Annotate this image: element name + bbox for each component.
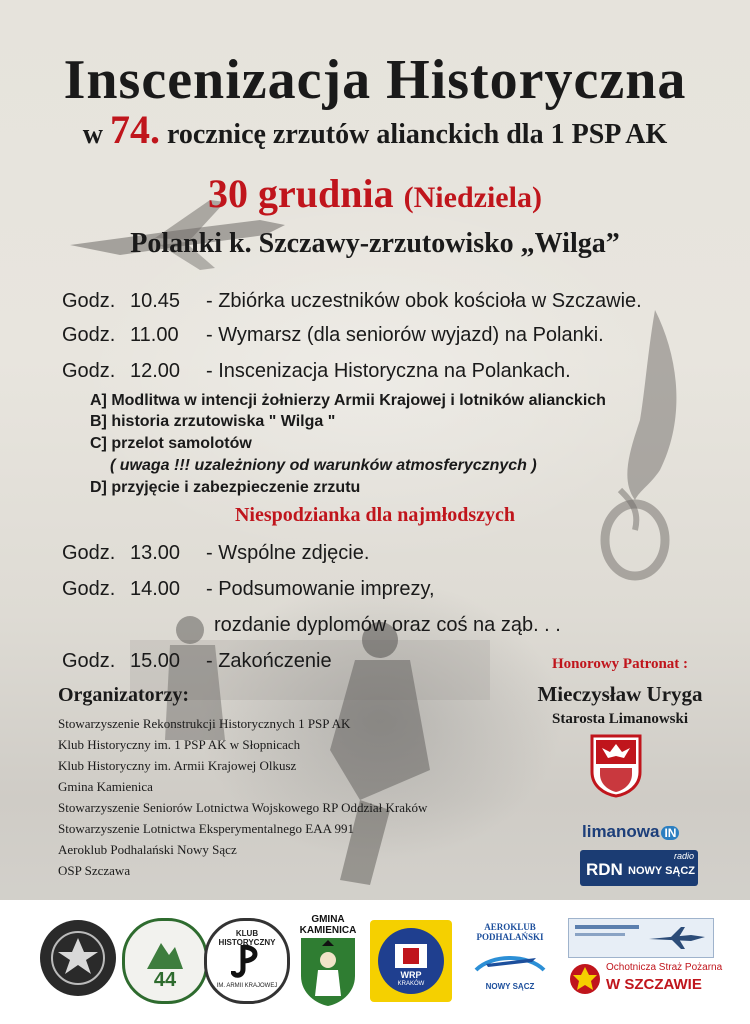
- schedule-row-2: Godz. 11.00 - Wymarsz (dla seniorów wyjazd) na Polanki.: [62, 324, 604, 346]
- organizer-item: Stowarzyszenie Seniorów Lotnictwa Wojskowego RP Oddział Kraków: [58, 800, 428, 815]
- organizer-item: Stowarzyszenie Rekonstrukcji Historycznych 1 PSP AK: [58, 716, 351, 731]
- subtitle-prefix: w: [82, 119, 103, 150]
- event-weekday: (Niedziela): [403, 181, 542, 214]
- program-item-c-note: ( uwaga !!! uzależniony od warunków atmosferycznych ): [110, 457, 537, 474]
- osp-location: W SZCZAWIE: [606, 976, 702, 993]
- patron-heading: Honorowy Patronat :: [551, 656, 689, 672]
- battalion-44-logo: 44: [122, 918, 208, 1004]
- schedule-row-4: Godz. 13.00 - Wspólne zdjęcie.: [62, 542, 370, 564]
- schedule-row-5-continuation: rozdanie dyplomów oraz coś na ząb. . .: [214, 614, 561, 636]
- event-place: Polanki k. Szczawy-zrzutowisko „Wilga”: [130, 228, 620, 259]
- patron-role: Starosta Limanowski: [552, 711, 688, 727]
- eaa-991-logo: [568, 918, 714, 958]
- organizer-item: Stowarzyszenie Lotnictwa Eksperymentalnego EAA 991: [58, 821, 355, 836]
- subtitle-rest: rocznicę zrzutów alianckich dla 1 PSP AK: [166, 119, 668, 150]
- wrp-krakow-logo: WRP KRAKÓW: [370, 920, 452, 1002]
- organizer-item: Aeroklub Podhalański Nowy Sącz: [58, 842, 237, 857]
- patron-name: Mieczysław Uryga: [537, 682, 703, 706]
- program-item-b: B] historia zrzutowiska " Wilga ": [90, 413, 336, 430]
- event-date-main: 30 grudnia: [208, 171, 394, 216]
- anniversary-number: 74.: [109, 107, 160, 152]
- polska-walczaca-icon: [231, 943, 263, 979]
- gmina-kamienica-logo: GMINA KAMIENICA: [295, 914, 361, 1010]
- aeroklub-podhalanski-logo: AEROKLUB PODHALAŃSKI NOWY SĄCZ: [458, 918, 562, 1002]
- program-item-d: D] przyjęcie i zabezpieczenie zrzutu: [90, 479, 361, 496]
- poster-title: Inscenizacja Historyczna: [63, 49, 687, 111]
- reconstruction-group-logo-icon: [38, 918, 118, 998]
- poster-subtitle: [0, 106, 750, 153]
- schedule-row-1: Godz. 10.45 - Zbiórka uczestników obok kościoła w Szczawie.: [62, 290, 642, 312]
- gmina-shield-icon: [295, 936, 361, 1008]
- limanowa-in-logo: limanowa IN: [582, 822, 679, 842]
- schedule-row-3: Godz. 12.00 - Inscenizacja Historyczna na Polankach.: [62, 360, 571, 382]
- organizer-item: Gmina Kamienica: [58, 779, 153, 794]
- schedule-row-6: Godz. 15.00 - Zakończenie: [62, 650, 332, 672]
- partner-logos-strip: [0, 900, 750, 1024]
- glider-icon: [472, 940, 548, 980]
- airplane-icon: [647, 925, 707, 951]
- mountain-icon: [147, 935, 183, 969]
- schedule-row-5: Godz. 14.00 - Podsumowanie imprezy,: [62, 578, 435, 600]
- organizers-heading: Organizatorzy:: [58, 684, 190, 706]
- organizer-item: Klub Historyczny im. Armii Krajowej Olkusz: [58, 758, 297, 773]
- program-item-c: C] przelot samolotów: [90, 435, 252, 452]
- rdn-radio-logo: radio RDN NOWY SĄCZ: [580, 850, 698, 886]
- surprise-note: Niespodzianka dla najmłodszych: [234, 504, 516, 526]
- coat-of-arms-icon: [590, 734, 642, 798]
- osp-emblem-icon: [568, 962, 602, 996]
- organizer-item: OSP Szczawa: [58, 863, 131, 878]
- osp-name: Ochotnicza Straż Pożarna: [606, 962, 723, 973]
- klub-historyczny-logo: KLUB HISTORYCZNY IM. ARMII KRAJOWEJ: [204, 918, 290, 1004]
- organizer-item: Klub Historyczny im. 1 PSP AK w Słopnicach: [58, 737, 301, 752]
- event-date: [0, 170, 750, 217]
- program-item-a: A] Modlitwa w intencji żołnierzy Armii Krajowej i lotników alianckich: [90, 392, 606, 409]
